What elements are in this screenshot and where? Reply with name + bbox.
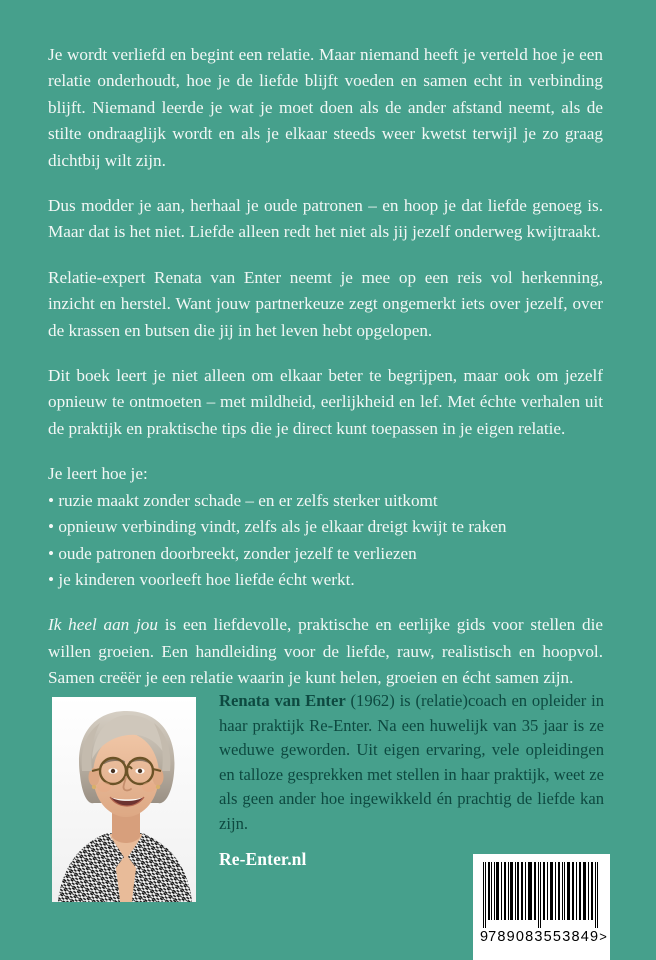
- blurb-section: [48, 42, 603, 692]
- author-bio-paragraph: [219, 689, 604, 836]
- learn-list: [48, 488, 603, 594]
- list-item: • oude patronen doorbreekt, zonder jezelf te verliezen: [48, 543, 417, 563]
- learn-list-intro: Je leert hoe je:: [48, 464, 148, 484]
- author-portrait-photo: [52, 697, 196, 902]
- barcode-group-left: 789083: [488, 929, 544, 945]
- author-bio-text: (1962) is (relatie)coach en opleider in haar praktijk Re-Enter. Na een huwelijk van 35 jaar is ze weduwe geworden. Uit eigen ervaring, vele opleidingen en talloze gesprekken met stellen in haar praktijk, weet ze als geen ander hoe ingewikkeld én prachtig de liefde kan zijn.: [219, 691, 605, 833]
- author-website-link[interactable]: Re-Enter.nl: [219, 849, 307, 869]
- list-item: • ruzie maakt zonder schade – en er zelfs sterker uitkomt: [48, 490, 438, 510]
- list-item: • opnieuw verbinding vindt, zelfs als je elkaar dreigt kwijt te raken: [48, 517, 507, 537]
- closing-paragraph: [48, 612, 603, 691]
- closing-paragraph-rest: is een liefdevolle, praktische en eerlijke gids voor stellen die willen groeien. Een handleiding voor de liefde, rauw, realistisch en hoopvol. Samen creëër je een relatie waarin je kunt helen, groeien en écht samen zijn.: [48, 615, 603, 688]
- author-bio: [219, 689, 604, 836]
- list-item: • je kinderen voorleeft hoe liefde écht werkt.: [48, 569, 355, 589]
- author-portrait-illustration: [52, 697, 196, 902]
- isbn-barcode: [473, 854, 610, 960]
- blurb-paragraph-4: Dit boek leert je niet alleen om elkaar beter te begrijpen, maar ook om jezelf opnieuw te ontmoeten – met mildheid, eerlijkheid en lef. Met échte verhalen uit de praktijk en praktische tips die je direct kunt toepassen in je eigen relatie.: [48, 366, 603, 438]
- author-name: Renata van Enter: [219, 691, 346, 710]
- book-title: Ik heel aan jou: [48, 615, 158, 635]
- blurb-paragraph-3: Relatie-expert Renata van Enter neemt je mee op een reis vol herkenning, inzicht en herstel. Want jouw partnerkeuze zegt ongemerkt iets over jezelf, over de krassen en butsen die jij in het leven hebt opgelopen.: [48, 267, 603, 340]
- barcode-trailing-caret: >: [599, 929, 607, 944]
- blurb-paragraph-1: Je wordt verliefd en begint een relatie. Maar niemand heeft je verteld hoe je een relatie onderhoudt, hoe je de liefde blijft voeden en samen echt in verbinding blijft. Niemand leerde je wat je moet doen als de ander afstand neemt, als de stilte ondraaglijk wordt en als je elkaar steeds weer kwetst terwijl je zo graag dichtbij wilt zijn.: [48, 45, 603, 170]
- barcode-group-right: 553849: [543, 929, 600, 945]
- barcode-bars: [482, 862, 601, 928]
- blurb-paragraph-2: Dus modder je aan, herhaal je oude patronen – en hoop je dat liefde genoeg is. Maar dat is het niet. Liefde alleen redt het niet als jij jezelf onderweg kwijtraakt.: [48, 196, 603, 242]
- barcode-digits: [480, 929, 605, 945]
- barcode-lead-digit: 9: [480, 929, 489, 945]
